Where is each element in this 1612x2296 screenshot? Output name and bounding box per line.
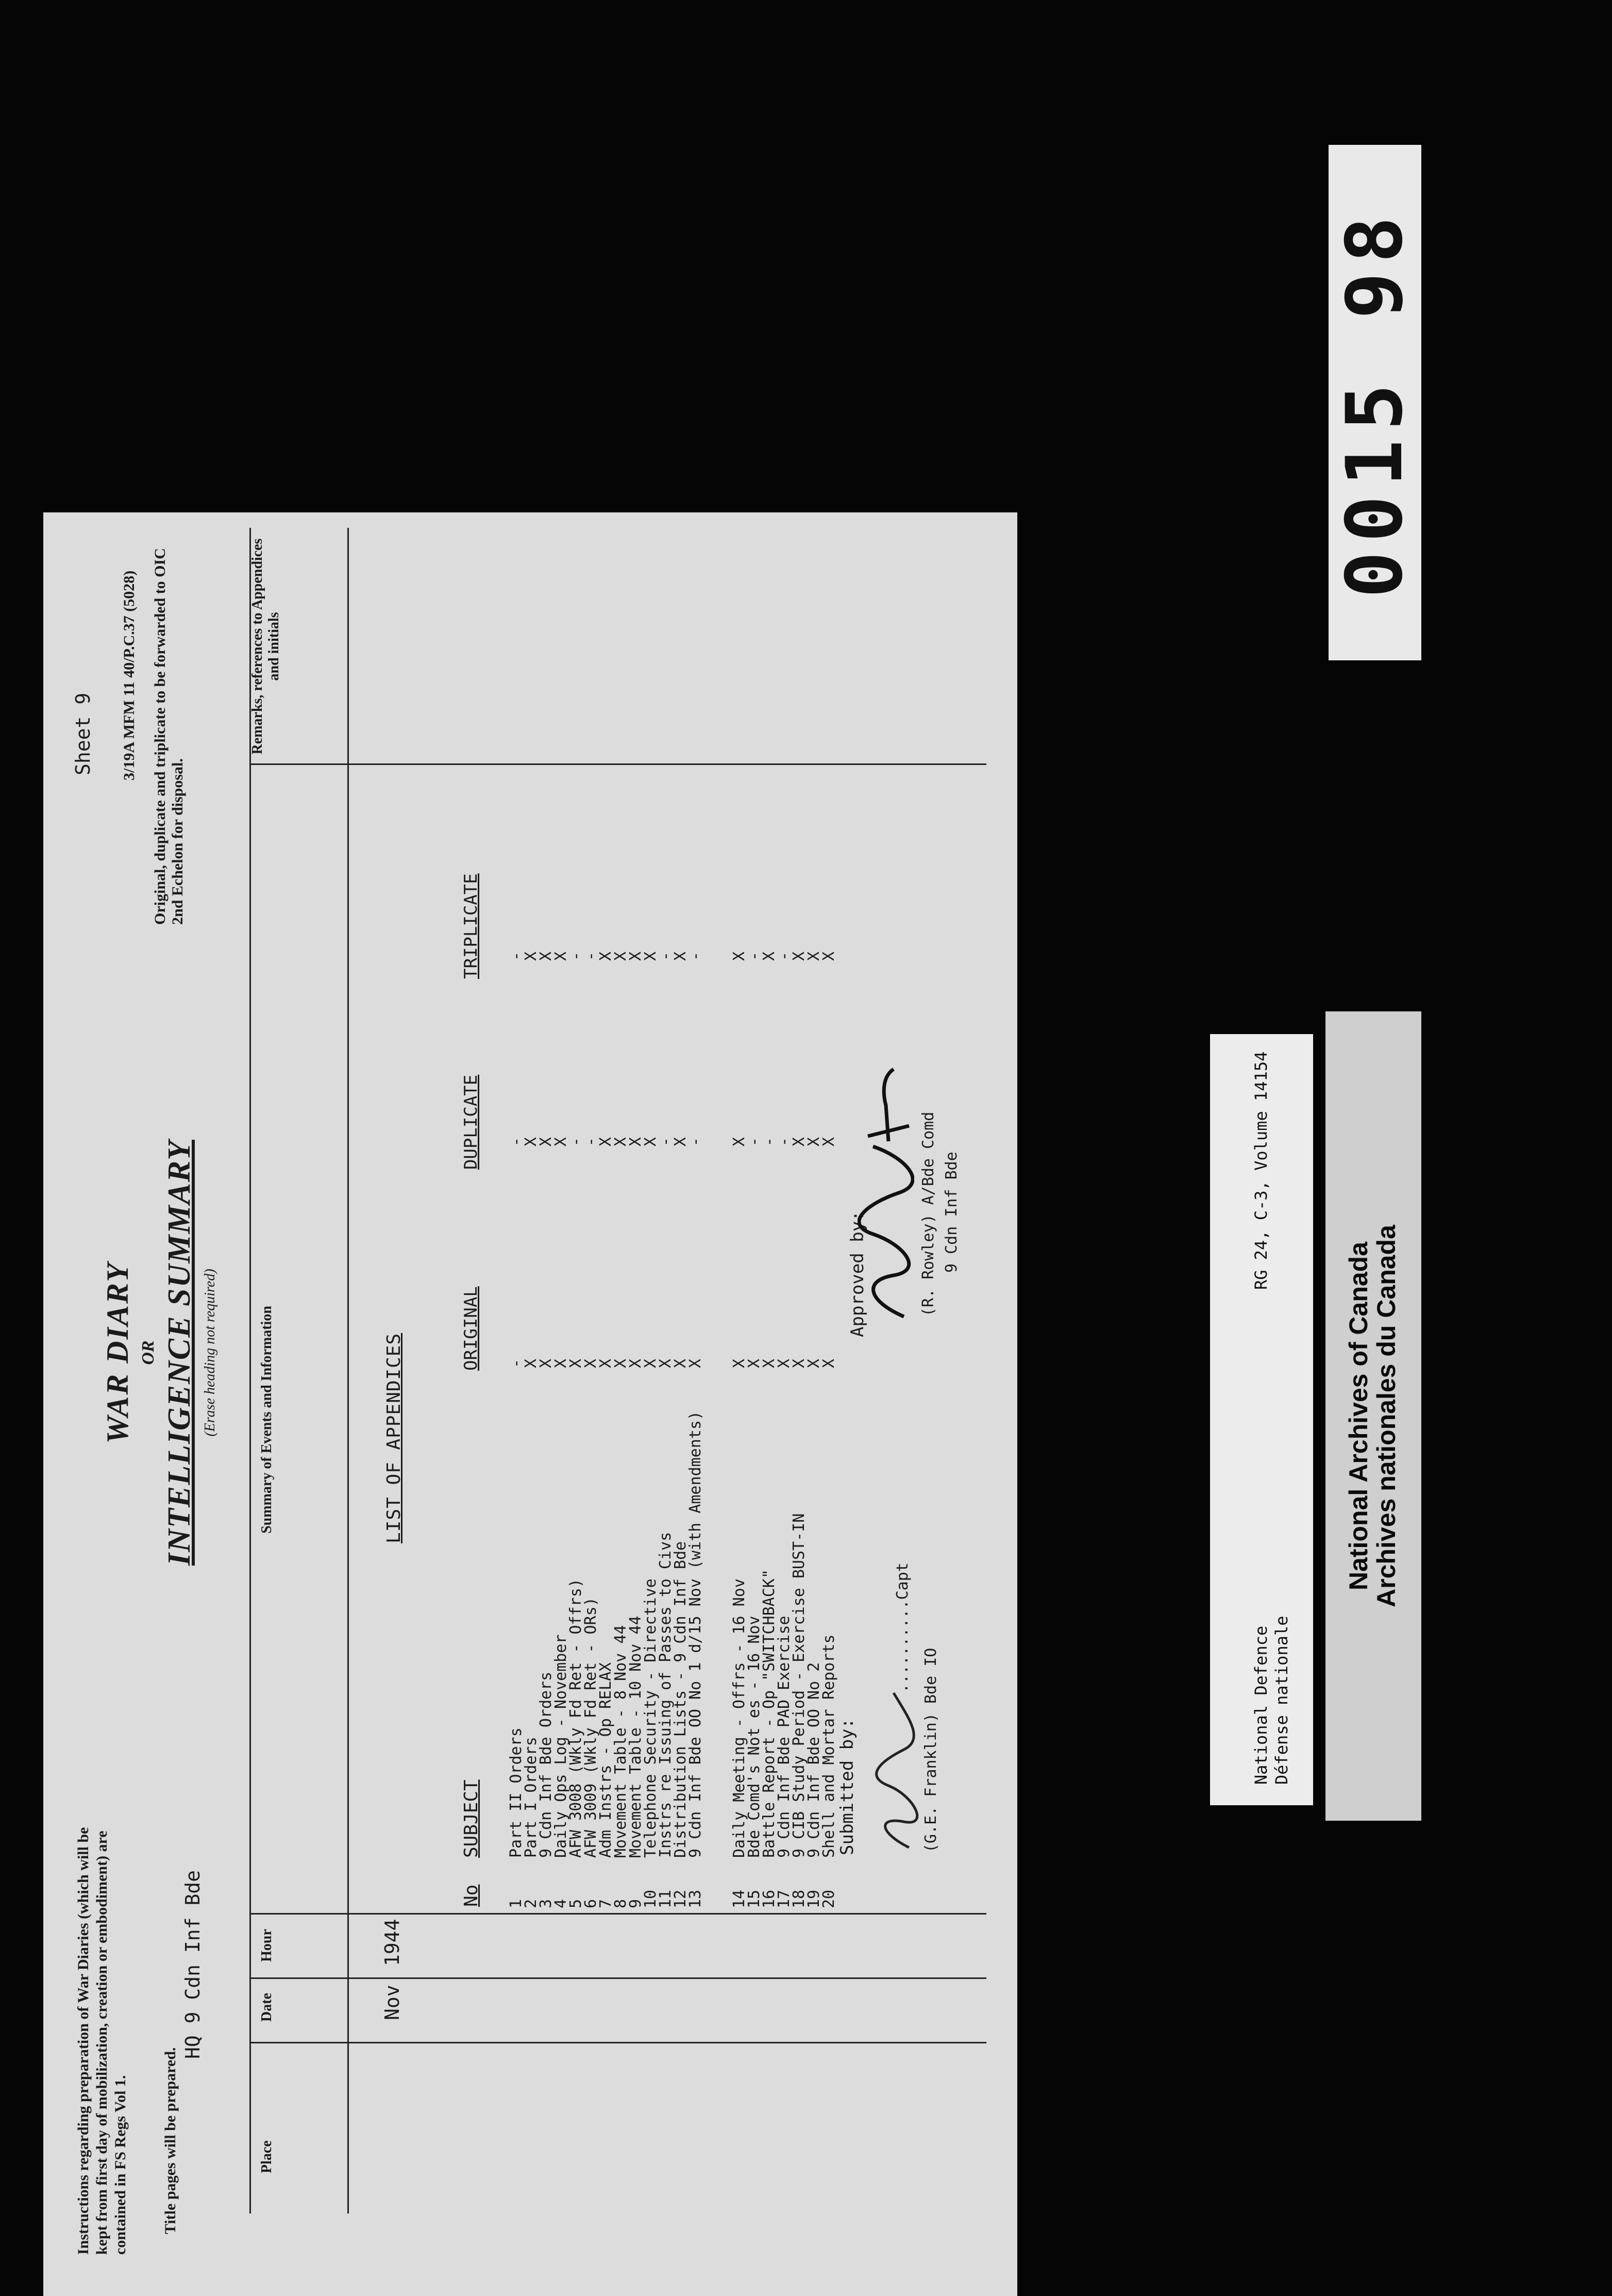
disposal-note: Original, duplicate and triplicate to be forwarded to OIC 2nd Echelon for disposal. (152, 548, 186, 925)
duplicate-mark: X (612, 1137, 630, 1146)
duplicate-mark: - (507, 1137, 525, 1146)
duplicate-mark: X (522, 1137, 540, 1146)
approved-by-label: Approved by: (847, 1210, 868, 1337)
submitted-signature (873, 1688, 919, 1853)
submitted-name: (G.E. Franklin) Bde IO (922, 1648, 940, 1853)
duplicate-mark: X (597, 1137, 615, 1146)
triplicate-mark: X (627, 951, 645, 961)
appendix-subject: 9 Cdn Inf Bde Orders (537, 1671, 555, 1858)
appendix-number: 13 (686, 1889, 704, 1908)
original-mark: X (567, 1358, 585, 1368)
triplicate-mark: - (686, 951, 704, 961)
appendix-subject: Adm Instrs - Op RELAX (597, 1662, 615, 1858)
appendix-number: 12 (671, 1889, 690, 1908)
instructions-text: Instructions regarding preparation of War Diaries (which will be kept from first day of mobilization, creation or embodiment) are contained in FS Regs Vol 1. (75, 1827, 129, 2255)
frame-number: 0015 98 (1330, 207, 1420, 598)
appendix-subject: Instrs re Issuing of Passes to Civs (657, 1532, 675, 1858)
appendix-subject: Bde Comd's Not es - 16 Nov (745, 1616, 763, 1858)
approved-name: (R. Rowley) A/Bde Comd (919, 1111, 937, 1317)
duplicate-mark: - (775, 1137, 793, 1146)
department-name-en: National Defence (1251, 1625, 1271, 1785)
triplicate-mark: - (507, 951, 525, 961)
appendix-subject: 9 Cdn Inf Bde PAD Exercise (775, 1616, 793, 1858)
header-date: Date (259, 1993, 275, 2022)
appendix-number: 8 (612, 1899, 630, 1908)
appendix-subject: Distribution Lists - 9 Cdn Inf Bde (671, 1541, 690, 1858)
duplicate-mark: - (567, 1137, 585, 1146)
title-block (100, 1121, 219, 1585)
original-mark: X (686, 1358, 704, 1368)
war-diary-form (43, 512, 1017, 2296)
original-mark: - (507, 1358, 525, 1368)
triplicate-mark: X (612, 951, 630, 961)
appendix-number: 10 (642, 1889, 660, 1908)
original-mark: X (671, 1358, 690, 1368)
appendix-number: 7 (597, 1899, 615, 1908)
duplicate-mark: - (760, 1137, 778, 1146)
approved-signature (858, 1064, 914, 1322)
war-diary-heading: WAR DIARY (100, 1261, 135, 1444)
triplicate-mark: - (745, 951, 763, 961)
triplicate-mark: X (522, 951, 540, 961)
triplicate-mark: X (820, 951, 838, 961)
archives-name-fr: Archives nationales du Canada (1372, 1225, 1401, 1607)
column-duplicate: DUPLICATE (461, 1074, 481, 1170)
unit-title: HQ 9 Cdn Inf Bde (181, 1870, 204, 2059)
duplicate-mark: X (805, 1137, 823, 1146)
duplicate-mark: X (671, 1137, 690, 1146)
appendix-subject: Shell and Mortar Reports (820, 1634, 838, 1858)
original-mark: X (775, 1358, 793, 1368)
appendix-number: 2 (522, 1899, 540, 1908)
original-mark: X (790, 1358, 808, 1368)
triplicate-mark: X (790, 951, 808, 961)
appendix-subject: AFW 3008 (Wkly Fd Ret - Offrs) (567, 1578, 585, 1858)
appendix-number: 19 (805, 1889, 823, 1908)
appendix-number: 14 (730, 1889, 748, 1908)
column-no: No (461, 1884, 482, 1907)
appendix-number: 17 (775, 1889, 793, 1908)
triplicate-mark: X (552, 951, 570, 961)
duplicate-mark: X (537, 1137, 555, 1146)
appendix-number: 6 (582, 1899, 600, 1908)
date-month: Nov (381, 1985, 404, 2020)
department-name-fr: Défense nationale (1272, 1616, 1291, 1785)
appendix-subject: 9 Cdn Inf Bde OO No 2 (805, 1662, 823, 1858)
sheet-number: Sheet 9 (72, 692, 94, 775)
appendix-number: 3 (537, 1899, 555, 1908)
or-heading: OR (139, 1340, 158, 1365)
triplicate-mark: - (567, 951, 585, 961)
appendix-subject: 9 Cdn Inf Bde OO No 1 d/15 Nov (with Amendments) (686, 1411, 704, 1858)
header-top-rule (249, 528, 251, 2214)
date-column-rule (249, 1977, 986, 1979)
original-mark: X (627, 1358, 645, 1368)
appendix-subject: Daily Ops Log - November (552, 1634, 570, 1858)
triplicate-mark: - (657, 951, 675, 961)
duplicate-mark: X (627, 1137, 645, 1146)
appendix-subject: Telephone Security - Directive (642, 1578, 660, 1858)
date-year: 1944 (381, 1919, 404, 1966)
place-column-rule (249, 2042, 986, 2043)
appendix-subject: Daily Meeting - Offrs - 16 Nov (730, 1578, 748, 1858)
header-place: Place (259, 2140, 275, 2173)
submitted-rank: ..........Capt (894, 1562, 912, 1693)
duplicate-mark: - (745, 1137, 763, 1146)
appendix-number: 16 (760, 1889, 778, 1908)
triplicate-mark: X (642, 951, 660, 961)
appendix-number: 9 (627, 1899, 645, 1908)
original-mark: X (760, 1358, 778, 1368)
duplicate-mark: - (582, 1137, 600, 1146)
triplicate-mark: X (671, 951, 690, 961)
original-mark: X (537, 1358, 555, 1368)
erase-heading-note: (Erase heading not required) (202, 1269, 218, 1437)
archives-label (1325, 1011, 1421, 1821)
original-mark: X (612, 1358, 630, 1368)
triplicate-mark: X (805, 951, 823, 961)
approved-unit: 9 Cdn Inf Bde (943, 1152, 961, 1273)
duplicate-mark: X (790, 1137, 808, 1146)
triplicate-mark: X (597, 951, 615, 961)
appendix-subject: Part II Orders (507, 1727, 525, 1858)
triplicate-mark: X (760, 951, 778, 961)
original-mark: X (820, 1358, 838, 1368)
appendix-subject: Movement Table - 8 Nov 44 (612, 1625, 630, 1858)
duplicate-mark: X (642, 1137, 660, 1146)
triplicate-mark: X (730, 951, 748, 961)
hour-column-rule (249, 1913, 986, 1915)
duplicate-mark: X (730, 1137, 748, 1146)
form-code: 3/19A MFM 11 40/P.C.37 (5028) (121, 570, 138, 780)
title-pages-note: Title pages will be prepared. (162, 2047, 179, 2234)
appendix-number: 20 (820, 1889, 838, 1908)
header-hour: Hour (259, 1929, 275, 1962)
duplicate-mark: X (820, 1137, 838, 1146)
original-mark: X (657, 1358, 675, 1368)
appendix-number: 15 (745, 1889, 763, 1908)
appendix-subject: 9 CIB Study Period - Exercise BUST-IN (790, 1513, 808, 1858)
frame-number-card (1329, 145, 1421, 660)
triplicate-mark: X (537, 951, 555, 961)
original-mark: X (552, 1358, 570, 1368)
header-bottom-rule (347, 528, 349, 2214)
original-mark: X (730, 1358, 748, 1368)
appendix-subject: AFW 3009 (Wkly Fd Ret - ORs) (582, 1597, 600, 1858)
archives-name-en: National Archives of Canada (1344, 1241, 1373, 1591)
submitted-by-label: Submitted by: (837, 1718, 858, 1855)
appendix-number: 1 (507, 1899, 525, 1908)
column-triplicate: TRIPLICATE (461, 873, 481, 979)
appendix-subject: Part I Orders (522, 1737, 540, 1858)
remarks-column-rule (249, 763, 986, 765)
appendix-number: 18 (790, 1889, 808, 1908)
record-group-reference: RG 24, C-3, Volume 14154 (1251, 1051, 1271, 1290)
header-summary: Summary of Events and Information (259, 1306, 275, 1534)
original-mark: X (522, 1358, 540, 1368)
appendix-subject: Battle Report - Op "SWITCHBACK" (760, 1569, 778, 1858)
original-mark: X (642, 1358, 660, 1368)
appendix-number: 5 (567, 1899, 585, 1908)
original-mark: X (582, 1358, 600, 1368)
appendix-number: 11 (657, 1889, 675, 1908)
duplicate-mark: - (686, 1137, 704, 1146)
column-subject: SUBJECT (461, 1779, 482, 1858)
original-mark: X (745, 1358, 763, 1368)
triplicate-mark: - (582, 951, 600, 961)
intelligence-summary-heading: INTELLIGENCE SUMMARY (162, 1139, 197, 1566)
list-of-appendices-title: LIST OF APPENDICES (383, 1333, 405, 1543)
triplicate-mark: - (775, 951, 793, 961)
column-original: ORIGINAL (461, 1286, 481, 1371)
header-remarks: Remarks, references to Appendices and initials (249, 538, 282, 755)
original-mark: X (597, 1358, 615, 1368)
duplicate-mark: - (657, 1137, 675, 1146)
original-mark: X (805, 1358, 823, 1368)
appendix-subject: Movement Table - 10 Nov 44 (627, 1616, 645, 1858)
appendix-number: 4 (552, 1899, 570, 1908)
duplicate-mark: X (552, 1137, 570, 1146)
reference-label (1210, 1034, 1313, 1805)
